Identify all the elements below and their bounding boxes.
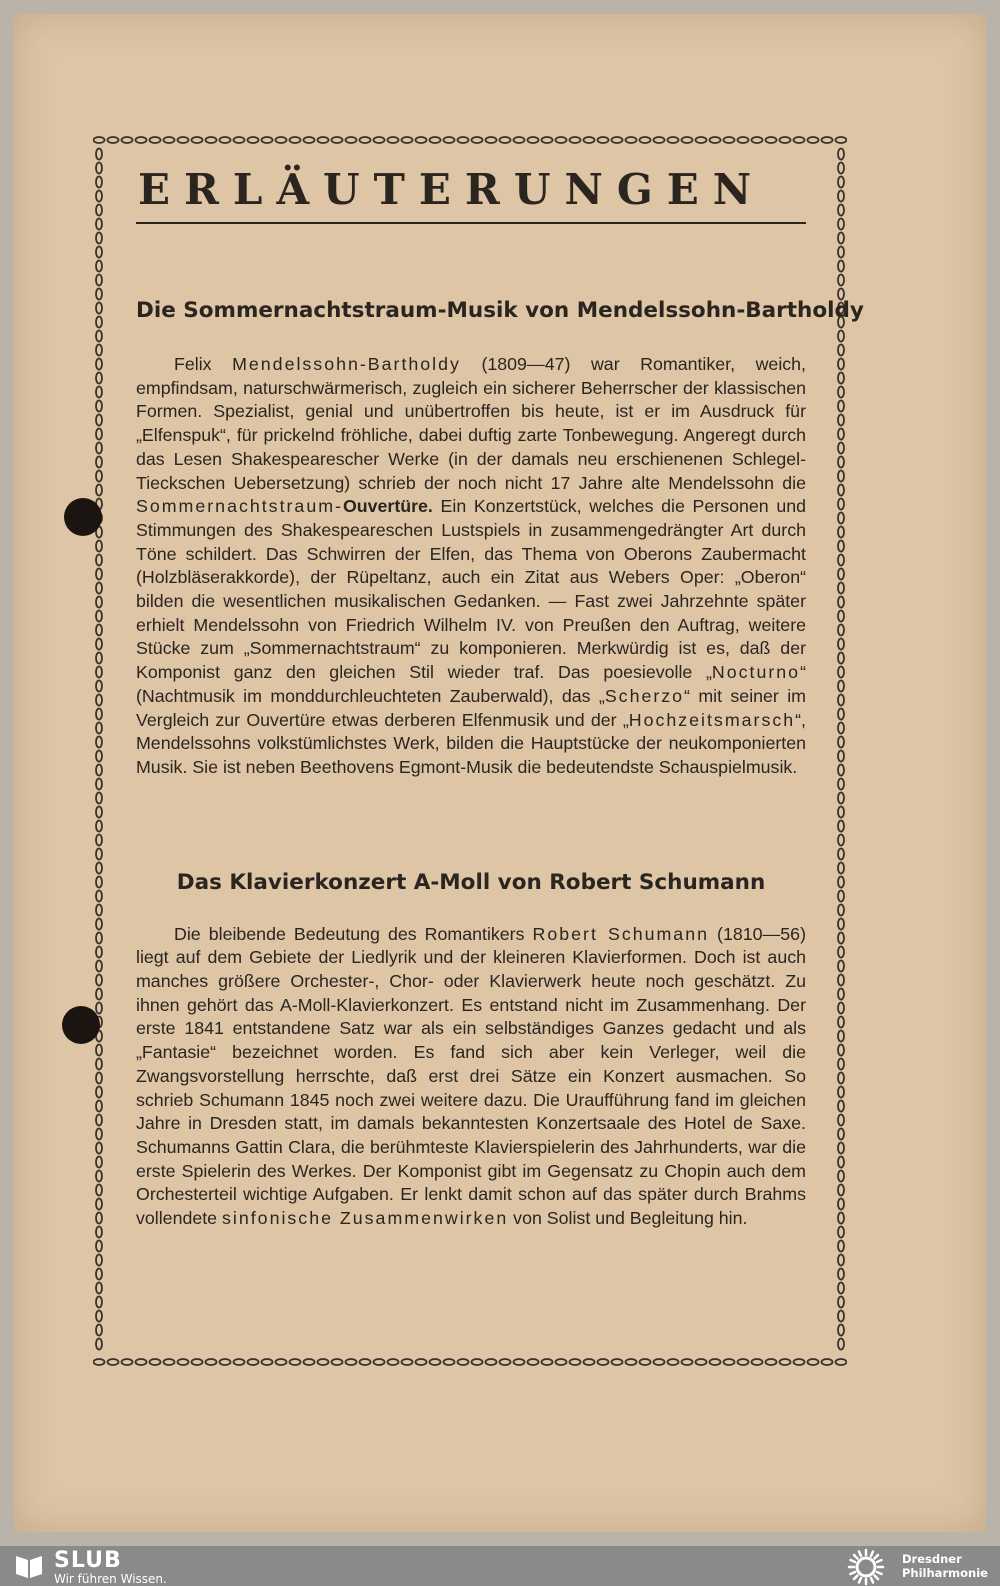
paragraph-schumann xyxy=(136,923,806,1231)
work-title: Hochzeitsmarsch xyxy=(628,709,796,730)
text-run: “ mit seiner im Vergleich zur Ouvertüre etwas derberen Elfenmusik und der „ xyxy=(136,685,806,730)
work-title: Sommernachtstraum- xyxy=(136,496,343,517)
text-run: (1809—47) war Romantiker, weich, empfindsam, naturschwärmerisch, zugleich ein sicherer Beherrscher der klassischen Formen. Spezialist, genial und unübertroffen bis heute, ist er im Ausdruck für „Elfenspuk“, für prickelnd fröhliche, dabei duftig zarte Tonbewegung. Angeregt durch das Lesen Shakespearescher Werke (in der damals neu erschienenen Schlegel-Tieckschen Uebersetzung) schrieb der noch nicht 17 Jahre alte Mendelssohn die xyxy=(136,354,806,493)
footer-bar xyxy=(0,1546,1000,1586)
paragraph-mendelssohn xyxy=(136,353,806,780)
slub-tagline: Wir führen Wissen. xyxy=(54,1572,167,1586)
phil-name-line2: Philharmonie xyxy=(902,1566,988,1580)
work-title: Nocturno xyxy=(711,662,801,683)
text-run: von Solist und Begleitung hin. xyxy=(508,1208,748,1229)
text-run: “, Mendelssohns volkstümlichstes Werk, bilden die Hauptstücke der neukomponierten Musik. Sie ist neben Beethovens Egmont-Musik die bedeutendste Schauspielmusik. xyxy=(136,709,806,777)
section-heading-mendelssohn: Die Sommernachtstraum-Musik von Mendelssohn-Bartholdy xyxy=(136,298,864,323)
composer-name: Robert Schumann xyxy=(532,923,709,944)
phil-name-line1: Dresdner xyxy=(902,1552,962,1566)
slub-logo-text[interactable]: SLUB xyxy=(54,1548,122,1573)
dresdner-philharmonie-logo-icon[interactable] xyxy=(842,1548,890,1586)
punch-hole xyxy=(62,1006,100,1044)
punch-hole xyxy=(64,498,102,536)
work-title-bold: Ouvertüre. xyxy=(342,496,433,517)
slub-book-icon[interactable] xyxy=(14,1552,44,1580)
document-content xyxy=(136,160,864,1231)
dresdner-philharmonie-text[interactable] xyxy=(902,1552,988,1580)
composer-name: Mendelssohn-Bartholdy xyxy=(232,354,461,374)
text-run: Felix xyxy=(174,354,233,374)
page-title: ERLÄUTERUNGEN xyxy=(136,160,806,224)
text-run: (1810—56) liegt auf dem Gebiete der Liedlyrik und der kleineren Klavierformen. Doch ist auch manches größere Orchester-, Chor- oder Klavierwerk heute noch geschätzt. Zu ihnen gehört das A-Moll-Klavierkonzert. Es entstand nicht im Zusammenhang. Der erste 1841 entstandene Satz war als ein selbständiges Ganzes gedacht und als „Fantasie“ bezeichnet worden. Es fand sich aber kein Verleger, weil die Zwangsvorstellung herrschte, daß erst drei Sätze ein Konzert ausmachen. So schrieb Schumann 1845 noch zwei weitere dazu. Die Uraufführung fand im gleichen Jahre in Dresden statt, im damals bekanntesten Konzertsaale des Hotel de Saxe. Schumanns Gattin Clara, die berühmteste Klavierspielerin des Jahrhunderts, war die erste Spielerin des Werkes. Der Komponist gibt im Gegensatz zu Chopin auch dem Orchesterteil wichtige Aufgaben. Er lenkt damit schon auf das später durch Brahms vollendete xyxy=(136,923,806,1229)
work-title: Scherzo xyxy=(604,685,685,706)
section-heading-schumann: Das Klavierkonzert A-Moll von Robert Schumann xyxy=(176,869,766,895)
text-run: Ein Konzertstück, welches die Personen und Stimmungen des Shakespeareschen Lustspiels in zusammengedrängter Art durch Töne schildert. Das Schwirren der Elfen, das Thema von Oberons Zaubermacht (Holzbläserakkorde), der Rüpeltanz, auch ein Zitat aus Webers Oper: „Oberon“ bilden die wesentlichen musikalischen Gedanken. — Fast zwei Jahrzehnte später erhielt Mendelssohn von Friedrich Wilhelm IV. von Preußen den Auftrag, weitere Stücke zum „Sommernachtstraum“ zu komponieren. Merkwürdig ist es, daß der Komponist ganz den gleichen Stil wieder traf. Das poesievolle „ xyxy=(136,496,806,683)
text-run: Die bleibende Bedeutung des Romantikers xyxy=(174,923,533,944)
emphasis-text: sinfonische Zusammenwirken xyxy=(222,1208,509,1229)
text-run: “ (Nachtmusik im monddurchleuchteten Zauberwald), das „ xyxy=(136,662,806,706)
